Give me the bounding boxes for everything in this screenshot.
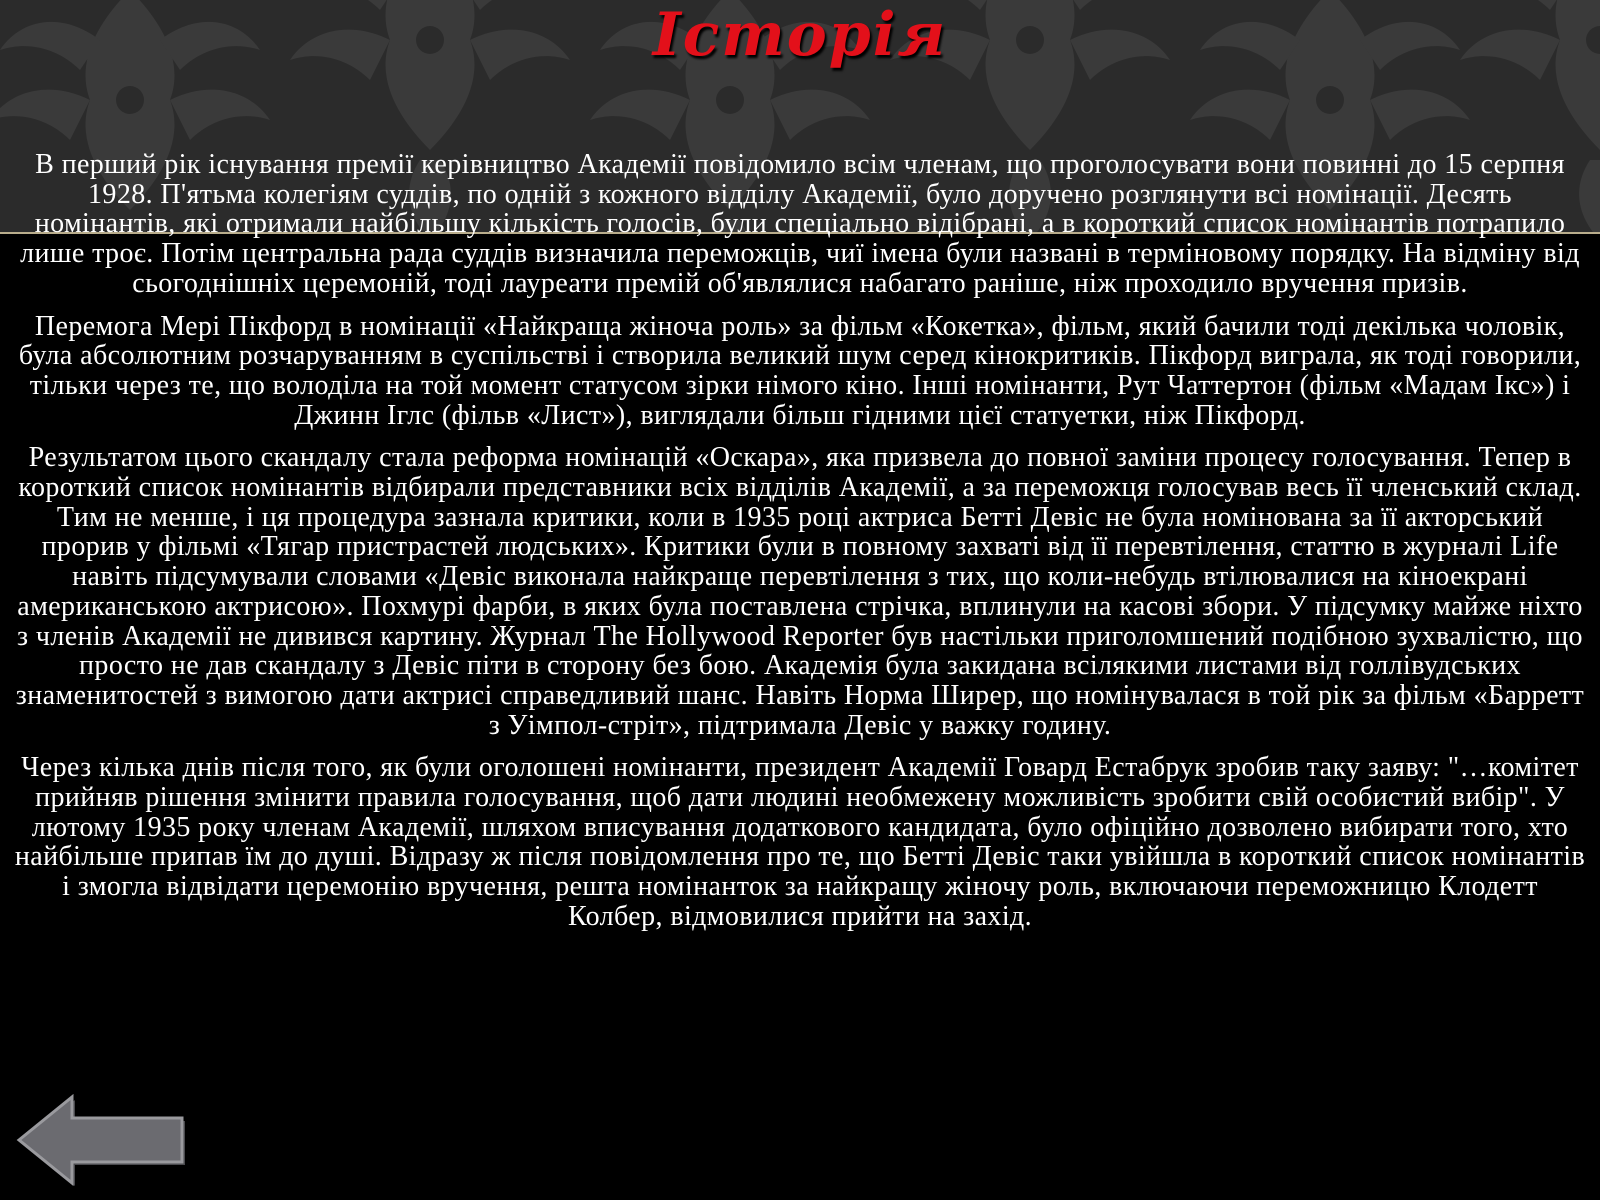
paragraph-2: Перемога Мері Пікфорд в номінації «Найкраща жіноча роль» за фільм «Кокетка», фільм, який бачили тоді декілька чоловік, була абсолютним розчаруванням в суспільстві і створила великий шум серед кінокритиків. Пікфорд виграла, як тоді говорили, тільки через те, що володіла на той момент статусом зірки німого кіно. Інші номінанти, Рут Чаттертон (фільм «Мадам Ікс») і Джинн Іглс (фільв «Лист»), виглядали більш гідними цієї статуетки, ніж Пікфорд. bbox=[18, 310, 1582, 431]
paragraph-3: Результатом цього скандалу стала реформа номінацій «Оскара», яка призвела до повної заміни процесу голосування. Тепер в короткий список номінантів відбирали представники всіх відділів Академії, а за переможця голосував весь її членський склад. Тим не менше, і ця процедура зазнала критики, коли в 1935 році актриса Бетті Девіс не була номінована за її акторський прорив у фільмі «Тягар пристрастей людських». Критики були в повному захваті від її перевтілення, статтю в журналі Life навіть підсумували словами «Девіс виконала найкраще перевтілення з тих, що коли-небудь втілювалися на кіноекрані американською актрисою». Похмурі фарби, в яких була поставлена стрічка, вплинули на касові збори. У підсумку майже ніхто з членів Академії не дивився картину. Журнал The Hollywood Reporter був настільки приголомшений подібною зухвалістю, що просто не дав скандалу з Девіс піти в сторону без бою. Академія була закидана всілякими листами від голлівудських знаменитостей з вимогою дати актрисі справедливий шанс. Навіть Норма Ширер, що номінувалася в той рік за фільм «Барретт з Уімпол-стріт», підтримала Девіс у важку годину. bbox=[15, 442, 1585, 741]
paragraph-1: В перший рік існування премії керівництво Академії повідомило всім членам, що проголосувати вони повинні до 15 серпня 1928. П'ятьма колегіям суддів, по одній з кожного відділу Академії, було доручено розглянути всі номінації. Десять номінантів, які отримали найбільшу кількість голосів, були спеціально відібрані, а в короткий список номінантів потрапило лише троє. Потім центральна рада суддів визначила переможців, чиї імена були названі в терміновому порядку. На відміну від сьогоднішніх церемоній, тоді лауреати премій об'являлися набагато раніше, ніж проходило вручення призів. bbox=[20, 149, 1580, 299]
paragraph-4: Через кілька днів після того, як були оголошені номінанти, президент Академії Говард Естабрук зробив таку заяву: "…комітет прийняв рішення змінити правила голосування, щоб дати людині необмежену можливість зробити свій особистий вибір". У лютому 1935 року членам Академії, шляхом вписування додаткового кандидата, було офіційно дозволено вибирати того, хто найбільше припав їм до душі. Відразу ж після повідомлення про те, що Бетті Девіс таки увійшла в короткий список номінантів і змогла відвідати церемонію вручення, решта номінанток за найкращу жіночу роль, включаючи переможницю Клодетт Колбер, відмовилися прийти на захід. bbox=[14, 752, 1586, 932]
back-button[interactable] bbox=[16, 1094, 186, 1186]
left-arrow-icon bbox=[16, 1094, 186, 1186]
slide-title: Історія bbox=[652, 0, 948, 70]
slide-body bbox=[14, 150, 1586, 945]
